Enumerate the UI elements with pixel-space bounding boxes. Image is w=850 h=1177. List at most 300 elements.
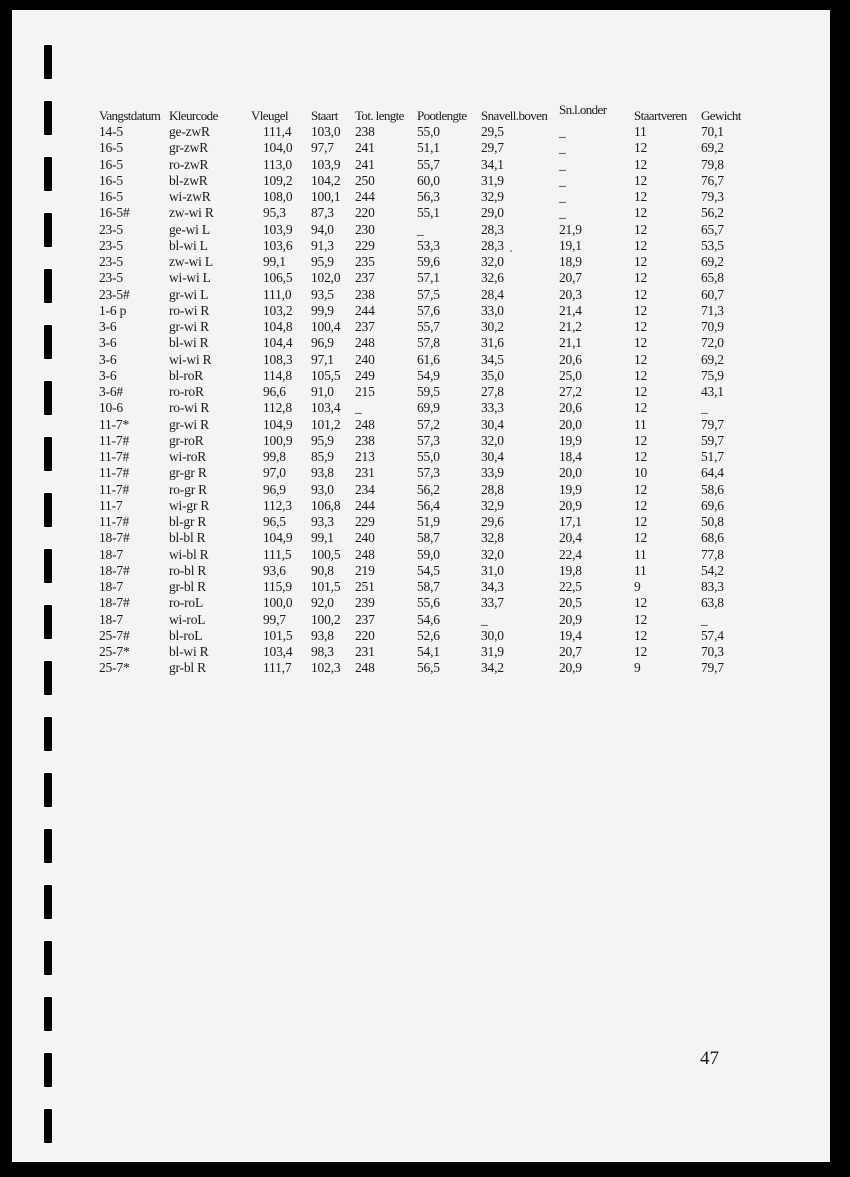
cell-vangstdatum: 18-7# [99, 595, 130, 611]
cell-staartveren: 12 [634, 302, 648, 318]
cell-gewicht: 69,2 [701, 140, 724, 156]
cell-gewicht: 76,7 [701, 172, 724, 188]
cell-vangstdatum: 25-7# [99, 627, 130, 643]
cell-pootlengte: 58,7 [417, 579, 440, 594]
cell-kleurcode: gr-bl R [169, 660, 206, 676]
cell-pootlengte: 51,9 [417, 514, 440, 529]
cell-staart: 99,9 [311, 302, 334, 318]
cell-pootlengte: 52,6 [417, 627, 440, 643]
table-row [99, 189, 761, 205]
table-row [99, 514, 761, 530]
cell-vleugel: 108,3 [263, 351, 293, 367]
cell-tot-lengte: 248 [355, 416, 375, 432]
cell-gewicht: 59,7 [701, 432, 724, 448]
table-row [99, 287, 761, 303]
binding-hole [44, 549, 52, 583]
cell-snavel-boven: 29,6 [481, 514, 504, 529]
cell-vleugel: 103,6 [263, 237, 293, 253]
cell-tot-lengte: 237 [355, 319, 375, 334]
cell-kleurcode: ro-wi R [169, 400, 210, 416]
cell-tot-lengte: 244 [355, 189, 375, 204]
cell-staart: 97,1 [311, 351, 334, 367]
cell-staart: 103,4 [311, 400, 341, 416]
cell-kleurcode: gr-roR [169, 432, 204, 448]
cell-tot-lengte: 240 [355, 351, 375, 367]
cell-vleugel: 112,3 [263, 497, 292, 513]
cell-vangstdatum: 23-5# [99, 286, 130, 302]
cell-snavel-boven: 32,0 [481, 546, 504, 562]
cell-tot-lengte: 241 [355, 140, 375, 156]
cell-kleurcode: wi-wi R [169, 351, 212, 367]
table-row [99, 579, 761, 595]
cell-staartveren: 12 [634, 449, 648, 464]
cell-pootlengte: 59,5 [417, 384, 440, 399]
cell-snavel-boven: 34,3 [481, 579, 504, 594]
table-row [99, 173, 761, 189]
table-row [99, 612, 761, 628]
cell-tot-lengte: 244 [355, 497, 375, 513]
table-row [99, 238, 761, 254]
cell-gewicht: 64,4 [701, 465, 724, 481]
cell-staart: 106,8 [311, 497, 341, 513]
binding-hole [44, 885, 52, 919]
cell-staart: 98,3 [311, 644, 334, 659]
cell-vangstdatum: 23-5 [99, 254, 123, 269]
cell-staart: 103,9 [311, 156, 341, 172]
cell-staart: 99,1 [311, 530, 334, 546]
table-row [99, 547, 761, 563]
cell-staart: 92,0 [311, 595, 334, 611]
cell-snavel-boven: 32,9 [481, 497, 504, 513]
cell-snavel-boven: 32,0 [481, 432, 504, 448]
cell-staartveren: 11 [634, 124, 647, 139]
cell-vangstdatum: 23-5 [99, 270, 123, 286]
binding-hole [44, 437, 52, 471]
cell-staart: 102,0 [311, 270, 341, 286]
binding-hole [44, 605, 52, 639]
cell-tot-lengte: 215 [355, 384, 375, 399]
cell-gewicht: 71,3 [701, 302, 724, 318]
cell-staartveren: 11 [634, 416, 647, 432]
cell-pootlengte: 54,6 [417, 611, 440, 627]
cell-tot-lengte: 231 [355, 644, 375, 659]
cell-gewicht: 56,2 [701, 205, 724, 221]
cell-snavel-onder: 20,3 [559, 286, 582, 302]
cell-staartveren: 12 [634, 254, 648, 269]
measurement-table [99, 101, 761, 677]
cell-snavel-boven: 31,0 [481, 562, 504, 578]
cell-kleurcode: ro-zwR [169, 156, 209, 172]
cell-vleugel: 96,5 [263, 514, 286, 529]
cell-snavel-onder: 20,9 [559, 497, 582, 513]
table-row [99, 205, 761, 221]
cell-pootlengte: 57,2 [417, 416, 440, 432]
cell-vangstdatum: 11-7 [99, 497, 123, 513]
cell-kleurcode: bl-roR [169, 367, 204, 383]
cell-vleugel: 103,4 [263, 644, 293, 659]
cell-staartveren: 9 [634, 660, 641, 676]
cell-staartveren: 12 [634, 627, 648, 643]
cell-snavel-boven: 29,5 [481, 124, 504, 139]
cell-tot-lengte: 248 [355, 335, 375, 351]
cell-vleugel: 111,4 [263, 124, 292, 139]
cell-vangstdatum: 10-6 [99, 400, 123, 416]
cell-gewicht: 75,9 [701, 367, 724, 383]
cell-kleurcode: ge-zwR [169, 124, 210, 139]
cell-staartveren: 11 [634, 562, 647, 578]
cell-staartveren: 10 [634, 465, 648, 481]
cell-staart: 93,3 [311, 514, 334, 529]
cell-pootlengte: 60,0 [417, 172, 440, 188]
cell-pootlengte: 54,1 [417, 644, 440, 659]
cell-vleugel: 109,2 [263, 172, 293, 188]
cell-vangstdatum: 18-7 [99, 579, 123, 594]
cell-snavel-boven: 28,8 [481, 481, 504, 497]
cell-vangstdatum: 16-5 [99, 156, 123, 172]
cell-staart: 93,8 [311, 627, 334, 643]
cell-staart: 104,2 [311, 172, 341, 188]
cell-snavel-boven: _ [481, 611, 488, 627]
cell-snavel-onder: 18,9 [559, 254, 582, 269]
cell-snavel-onder: 20,0 [559, 416, 582, 432]
cell-staart: 93,5 [311, 286, 334, 302]
cell-gewicht: 63,8 [701, 595, 724, 611]
cell-gewicht: _ [701, 611, 708, 627]
table-row [99, 595, 761, 611]
cell-tot-lengte: 229 [355, 237, 375, 253]
cell-gewicht: 50,8 [701, 514, 724, 529]
cell-vleugel: 106,5 [263, 270, 293, 286]
cell-tot-lengte: 234 [355, 481, 375, 497]
binding-hole [44, 493, 52, 527]
table-row [99, 660, 761, 676]
page-number: 47 [700, 1048, 719, 1069]
binding-hole [44, 45, 52, 79]
cell-snavel-boven: 33,0 [481, 302, 504, 318]
column-header-pootlengte: Pootlengte [417, 107, 467, 123]
cell-staartveren: 12 [634, 530, 648, 546]
cell-gewicht: 51,7 [701, 449, 724, 464]
cell-gewicht: 69,2 [701, 351, 724, 367]
table-row [99, 563, 761, 579]
table-row [99, 335, 761, 351]
cell-kleurcode: zw-wi L [169, 254, 213, 269]
cell-snavel-boven: 29,0 [481, 205, 504, 221]
cell-pootlengte: 69,9 [417, 400, 440, 416]
cell-vangstdatum: 25-7* [99, 644, 130, 659]
cell-gewicht: _ [701, 400, 708, 416]
cell-snavel-onder: 20,6 [559, 400, 582, 416]
cell-snavel-boven: 34,5 [481, 351, 504, 367]
table-row [99, 498, 761, 514]
binding-hole [44, 213, 52, 247]
cell-staart: 90,8 [311, 562, 334, 578]
binding-hole [44, 1109, 52, 1143]
cell-staart: 100,5 [311, 546, 341, 562]
cell-tot-lengte: 239 [355, 595, 375, 611]
cell-snavel-onder: _ [559, 172, 566, 188]
table-row [99, 352, 761, 368]
cell-tot-lengte: 231 [355, 465, 375, 481]
cell-pootlengte: 55,7 [417, 156, 440, 172]
cell-vleugel: 99,7 [263, 611, 286, 627]
cell-tot-lengte: 238 [355, 286, 375, 302]
cell-staartveren: 11 [634, 546, 647, 562]
cell-gewicht: 69,6 [701, 497, 724, 513]
binding-hole [44, 101, 52, 135]
table-body [99, 124, 761, 677]
table-row [99, 482, 761, 498]
cell-snavel-boven: 31,9 [481, 644, 504, 659]
cell-staartveren: 12 [634, 400, 648, 416]
cell-snavel-onder: 20,5 [559, 595, 582, 611]
cell-vleugel: 99,8 [263, 449, 286, 464]
cell-kleurcode: ro-wi R [169, 302, 210, 318]
cell-snavel-boven: 34,2 [481, 660, 504, 676]
cell-tot-lengte: 219 [355, 562, 375, 578]
cell-staartveren: 12 [634, 595, 648, 611]
cell-staart: 94,0 [311, 221, 334, 237]
cell-snavel-onder: 20,0 [559, 465, 582, 481]
cell-gewicht: 79,8 [701, 156, 724, 172]
cell-vangstdatum: 23-5 [99, 221, 123, 237]
cell-staartveren: 12 [634, 237, 648, 253]
cell-pootlengte: 56,2 [417, 481, 440, 497]
cell-snavel-onder: _ [559, 156, 566, 172]
cell-snavel-onder: 19,4 [559, 627, 582, 643]
cell-vangstdatum: 11-7# [99, 514, 129, 529]
cell-vangstdatum: 18-7 [99, 611, 123, 627]
table-row [99, 384, 761, 400]
table-row [99, 254, 761, 270]
cell-staart: 101,5 [311, 579, 341, 594]
binding-hole [44, 157, 52, 191]
cell-vleugel: 96,9 [263, 481, 286, 497]
cell-kleurcode: gr-wi L [169, 286, 209, 302]
cell-vleugel: 93,6 [263, 562, 286, 578]
cell-gewicht: 58,6 [701, 481, 724, 497]
table-row [99, 400, 761, 416]
cell-vangstdatum: 11-7* [99, 416, 129, 432]
cell-staartveren: 12 [634, 481, 648, 497]
cell-tot-lengte: 249 [355, 367, 375, 383]
cell-tot-lengte: 244 [355, 302, 375, 318]
cell-vangstdatum: 3-6 [99, 335, 117, 351]
binding-hole [44, 1053, 52, 1087]
binding-hole [44, 941, 52, 975]
table-row [99, 417, 761, 433]
cell-gewicht: 77,8 [701, 546, 724, 562]
cell-snavel-boven: 31,9 [481, 172, 504, 188]
cell-pootlengte: 61,6 [417, 351, 440, 367]
cell-tot-lengte: _ [355, 400, 362, 416]
cell-gewicht: 70,1 [701, 124, 724, 139]
cell-snavel-onder: 19,9 [559, 432, 582, 448]
cell-kleurcode: bl-gr R [169, 514, 207, 529]
table-row [99, 530, 761, 546]
cell-staartveren: 12 [634, 514, 648, 529]
cell-kleurcode: gr-zwR [169, 140, 209, 156]
cell-pootlengte: 57,5 [417, 286, 440, 302]
cell-vleugel: 113,0 [263, 156, 292, 172]
cell-staartveren: 12 [634, 335, 648, 351]
cell-snavel-onder: _ [559, 189, 566, 204]
table-row [99, 140, 761, 156]
cell-kleurcode: bl-bl R [169, 530, 206, 546]
cell-staartveren: 12 [634, 156, 648, 172]
cell-pootlengte: 55,6 [417, 595, 440, 611]
cell-staart: 103,0 [311, 124, 341, 139]
cell-gewicht: 53,5 [701, 237, 724, 253]
cell-kleurcode: ge-wi L [169, 221, 210, 237]
cell-staartveren: 12 [634, 270, 648, 286]
cell-gewicht: 57,4 [701, 627, 724, 643]
column-header-vleugel: Vleugel [251, 107, 288, 123]
cell-gewicht: 83,3 [701, 579, 724, 594]
cell-snavel-onder: 20,6 [559, 351, 582, 367]
cell-gewicht: 65,7 [701, 221, 724, 237]
cell-snavel-onder: 22,5 [559, 579, 582, 594]
table-row [99, 222, 761, 238]
cell-tot-lengte: 237 [355, 270, 375, 286]
cell-staartveren: 12 [634, 221, 648, 237]
cell-tot-lengte: 248 [355, 660, 375, 676]
cell-gewicht: 60,7 [701, 286, 724, 302]
cell-pootlengte: 57,8 [417, 335, 440, 351]
cell-snavel-onder: _ [559, 140, 566, 156]
binding-hole [44, 829, 52, 863]
cell-vleugel: 104,9 [263, 416, 293, 432]
table-row [99, 433, 761, 449]
cell-vangstdatum: 16-5# [99, 205, 130, 221]
cell-staart: 101,2 [311, 416, 341, 432]
cell-pootlengte: 58,7 [417, 530, 440, 546]
cell-vangstdatum: 16-5 [99, 172, 123, 188]
cell-vleugel: 111,0 [263, 286, 292, 302]
cell-vleugel: 104,4 [263, 335, 293, 351]
cell-tot-lengte: 229 [355, 514, 375, 529]
cell-staartveren: 12 [634, 384, 648, 399]
cell-staart: 102,3 [311, 660, 341, 676]
cell-kleurcode: wi-gr R [169, 497, 210, 513]
cell-snavel-onder: 22,4 [559, 546, 582, 562]
cell-tot-lengte: 235 [355, 254, 375, 269]
cell-staart: 100,4 [311, 319, 341, 334]
cell-staartveren: 12 [634, 351, 648, 367]
cell-gewicht: 68,6 [701, 530, 724, 546]
cell-snavel-onder: 21,9 [559, 221, 582, 237]
cell-gewicht: 43,1 [701, 384, 724, 399]
cell-staartveren: 12 [634, 644, 648, 659]
cell-tot-lengte: 213 [355, 449, 375, 464]
cell-staart: 95,9 [311, 254, 334, 269]
cell-vangstdatum: 3-6 [99, 351, 117, 367]
cell-snavel-boven: 27,8 [481, 384, 504, 399]
binding-hole [44, 717, 52, 751]
cell-snavel-boven: 29,7 [481, 140, 504, 156]
cell-snavel-onder: 19,1 [559, 237, 582, 253]
table-row [99, 368, 761, 384]
cell-vleugel: 96,6 [263, 384, 286, 399]
cell-pootlengte: 59,0 [417, 546, 440, 562]
cell-pootlengte: 57,6 [417, 302, 440, 318]
binding-hole [44, 325, 52, 359]
cell-snavel-boven: 28,4 [481, 286, 504, 302]
cell-vleugel: 104,9 [263, 530, 293, 546]
cell-tot-lengte: 230 [355, 221, 375, 237]
cell-tot-lengte: 241 [355, 156, 375, 172]
cell-pootlengte: 54,5 [417, 562, 440, 578]
column-header-tot-lengte: Tot. lengte [355, 107, 404, 123]
cell-gewicht: 69,2 [701, 254, 724, 269]
cell-snavel-boven: 33,7 [481, 595, 504, 611]
cell-staartveren: 12 [634, 172, 648, 188]
cell-vleugel: 101,5 [263, 627, 293, 643]
binding-hole [44, 269, 52, 303]
cell-kleurcode: bl-roL [169, 627, 203, 643]
cell-snavel-boven: 32,9 [481, 189, 504, 204]
cell-kleurcode: wi-wi L [169, 270, 211, 286]
cell-kleurcode: wi-zwR [169, 189, 211, 204]
cell-vangstdatum: 18-7 [99, 546, 123, 562]
column-header-staartveren: Staartveren [634, 107, 687, 123]
cell-staartveren: 12 [634, 367, 648, 383]
table-row [99, 157, 761, 173]
cell-kleurcode: ro-roR [169, 384, 204, 399]
cell-vleugel: 99,1 [263, 254, 286, 269]
cell-pootlengte: 57,3 [417, 432, 440, 448]
cell-tot-lengte: 248 [355, 546, 375, 562]
cell-gewicht: 70,3 [701, 644, 724, 659]
cell-gewicht: 70,9 [701, 319, 724, 334]
cell-snavel-onder: _ [559, 205, 566, 221]
cell-gewicht: 54,2 [701, 562, 724, 578]
cell-staartveren: 12 [634, 286, 648, 302]
cell-pootlengte: 57,3 [417, 465, 440, 481]
cell-vleugel: 100,9 [263, 432, 293, 448]
cell-snavel-onder: 19,8 [559, 562, 582, 578]
column-header-snavel-onder [559, 101, 634, 124]
cell-kleurcode: gr-bl R [169, 579, 206, 594]
cell-pootlengte: 56,4 [417, 497, 440, 513]
cell-vleugel: 115,9 [263, 579, 292, 594]
cell-staart: 97,7 [311, 140, 334, 156]
cell-staart: 93,0 [311, 481, 334, 497]
cell-vleugel: 111,7 [263, 660, 292, 676]
cell-snavel-onder: 25,0 [559, 367, 582, 383]
cell-kleurcode: wi-bl R [169, 546, 209, 562]
cell-snavel-onder: 20,9 [559, 611, 582, 627]
cell-staart: 91,3 [311, 237, 334, 253]
cell-vangstdatum: 16-5 [99, 189, 123, 204]
cell-pootlengte: 55,0 [417, 124, 440, 139]
cell-vangstdatum: 3-6 [99, 367, 117, 383]
cell-snavel-boven: 31,6 [481, 335, 504, 351]
table-row [99, 449, 761, 465]
cell-kleurcode: bl-zwR [169, 172, 208, 188]
cell-staartveren: 9 [634, 579, 641, 594]
cell-snavel-boven: 28,3 [481, 221, 504, 237]
cell-staartveren: 12 [634, 497, 648, 513]
cell-tot-lengte: 238 [355, 432, 375, 448]
cell-snavel-boven: 32,6 [481, 270, 504, 286]
cell-staart: 85,9 [311, 449, 334, 464]
cell-staart: 87,3 [311, 205, 334, 221]
cell-pootlengte: 53,3 [417, 237, 440, 253]
cell-snavel-boven: 30,2 [481, 319, 504, 334]
cell-tot-lengte: 237 [355, 611, 375, 627]
cell-tot-lengte: 250 [355, 172, 375, 188]
